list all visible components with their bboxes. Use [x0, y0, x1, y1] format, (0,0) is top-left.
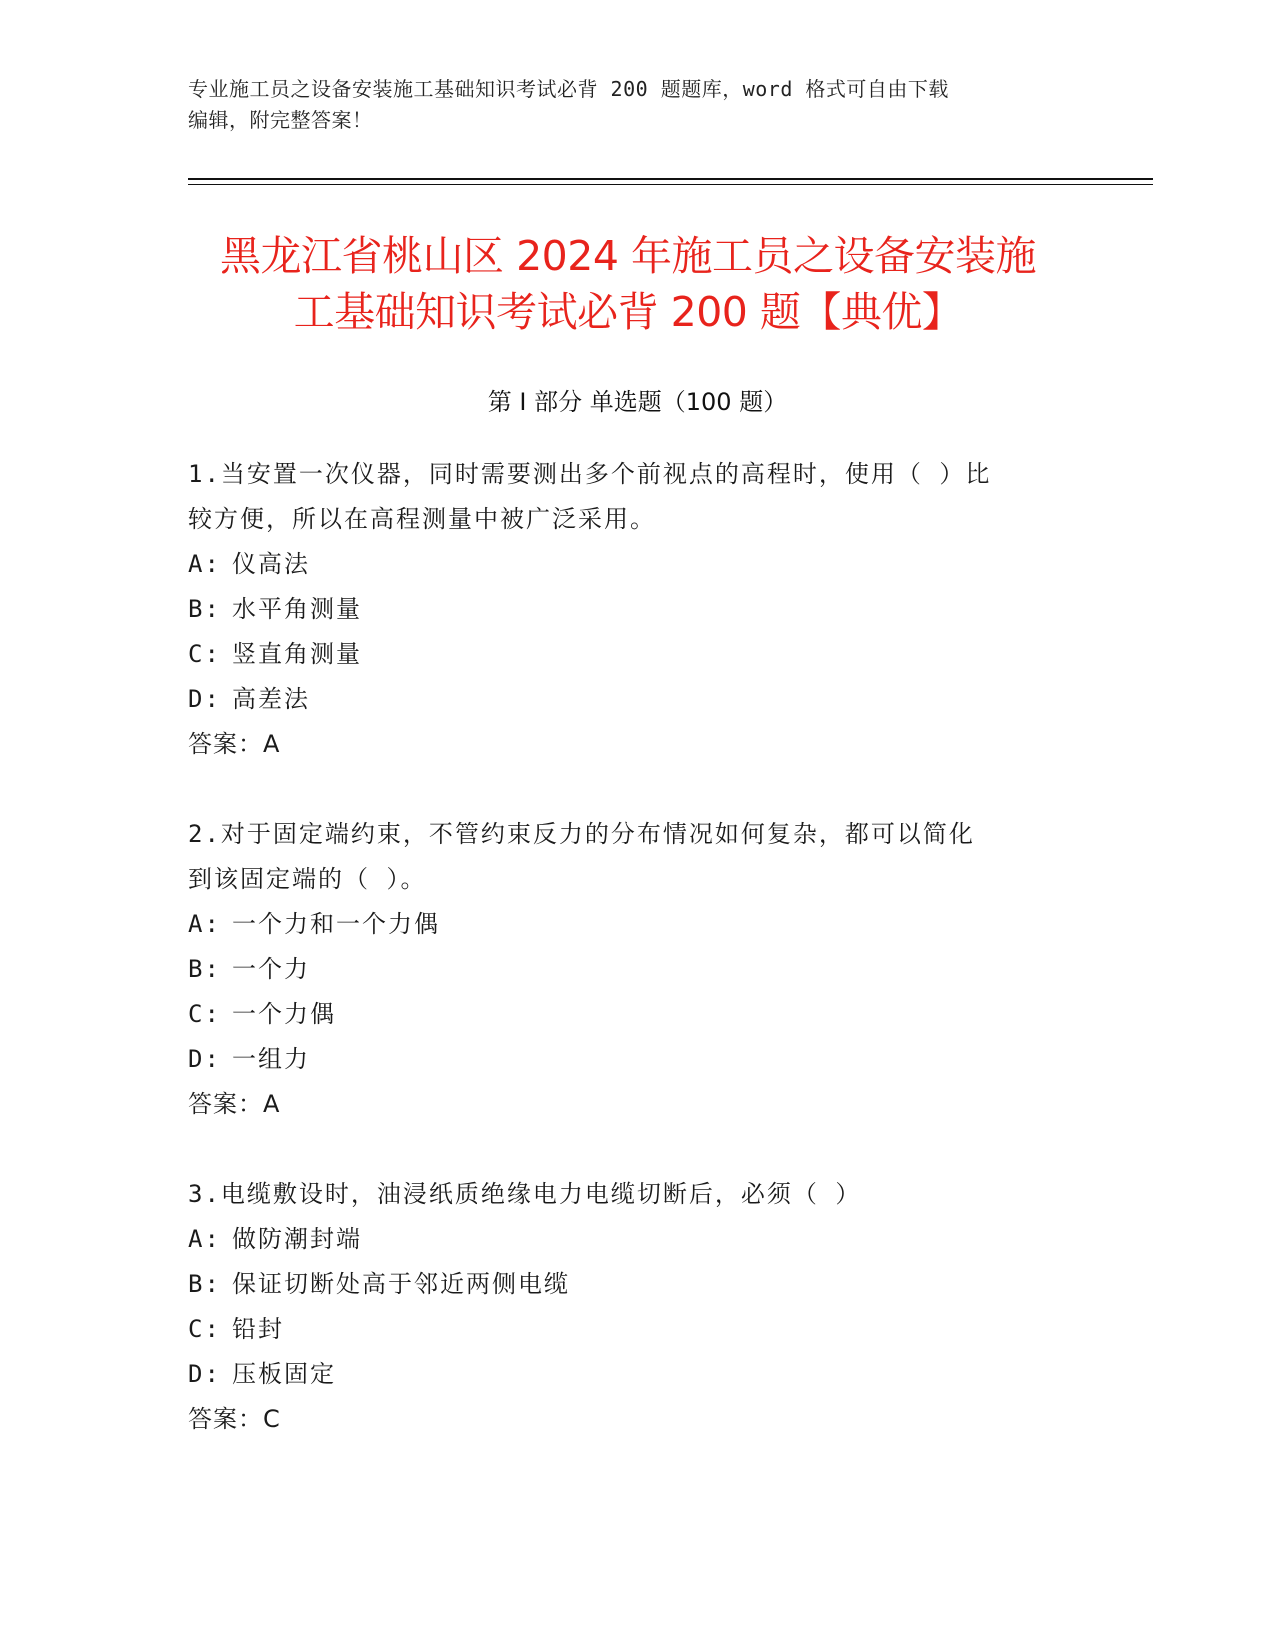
option-letter: C:	[188, 1000, 221, 1028]
option-text: 竖直角测量	[232, 640, 362, 668]
option-d	[188, 677, 1088, 722]
header-note-line1: 专业施工员之设备安装施工基础知识考试必背 200 题题库，word 格式可自由下载	[188, 77, 949, 101]
document-title	[188, 228, 1068, 340]
header-note-line2: 编辑，附完整答案！	[188, 108, 373, 132]
option-text: 压板固定	[232, 1360, 336, 1388]
option-text: 水平角测量	[232, 595, 362, 623]
answer: 答案：A	[188, 1090, 281, 1118]
option-letter: C:	[188, 640, 221, 668]
document-title-line2: 工基础知识考试必背 200 题【典优】	[293, 288, 963, 336]
option-letter: D:	[188, 1360, 221, 1388]
question-3	[188, 1172, 1088, 1442]
option-text: 保证切断处高于邻近两侧电缆	[232, 1270, 570, 1298]
document-title-line1: 黑龙江省桃山区 2024 年施工员之设备安装施	[220, 232, 1036, 280]
option-text: 一组力	[232, 1045, 310, 1073]
option-text: 铅封	[232, 1315, 284, 1343]
option-c	[188, 992, 1088, 1037]
question-stem-line1: 1.当安置一次仪器，同时需要测出多个前视点的高程时，使用（ ）比	[188, 460, 992, 488]
section-heading: 第 I 部分 单选题（100 题）	[487, 388, 788, 416]
question-stem-line2: 较方便，所以在高程测量中被广泛采用。	[188, 505, 656, 533]
option-c	[188, 632, 1088, 677]
question-stem-line1: 3.电缆敷设时，油浸纸质绝缘电力电缆切断后，必须（ ）	[188, 1180, 862, 1208]
header-divider-thick	[188, 178, 1153, 180]
option-c	[188, 1307, 1088, 1352]
option-letter: B:	[188, 595, 221, 623]
option-letter: A:	[188, 910, 221, 938]
option-b	[188, 1262, 1088, 1307]
option-letter: C:	[188, 1315, 221, 1343]
question-2	[188, 812, 1088, 1127]
option-letter: B:	[188, 955, 221, 983]
option-text: 高差法	[232, 685, 310, 713]
option-text: 一个力	[232, 955, 310, 983]
option-letter: D:	[188, 685, 221, 713]
answer: 答案：C	[188, 1405, 281, 1433]
option-b	[188, 947, 1088, 992]
option-text: 一个力和一个力偶	[232, 910, 440, 938]
answer: 答案：A	[188, 730, 281, 758]
option-text: 做防潮封端	[232, 1225, 362, 1253]
option-d	[188, 1352, 1088, 1397]
option-a	[188, 902, 1088, 947]
option-a	[188, 1217, 1088, 1262]
option-letter: B:	[188, 1270, 221, 1298]
question-stem-line2: 到该固定端的（ ）。	[188, 865, 427, 893]
header-divider-thin	[188, 184, 1153, 185]
option-b	[188, 587, 1088, 632]
header-note	[188, 74, 1088, 136]
option-text: 一个力偶	[232, 1000, 336, 1028]
option-d	[188, 1037, 1088, 1082]
question-stem-line1: 2.对于固定端约束，不管约束反力的分布情况如何复杂，都可以简化	[188, 820, 975, 848]
option-letter: D:	[188, 1045, 221, 1073]
option-a	[188, 542, 1088, 587]
question-1	[188, 452, 1088, 767]
option-letter: A:	[188, 550, 221, 578]
option-text: 仪高法	[232, 550, 310, 578]
option-letter: A:	[188, 1225, 221, 1253]
